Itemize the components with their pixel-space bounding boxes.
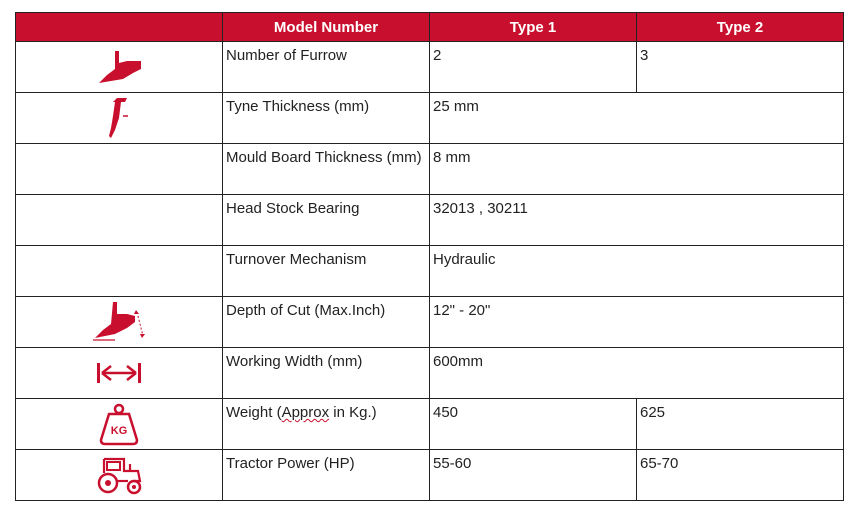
tyne-icon [101,96,137,140]
spec-label: Head Stock Bearing [223,195,430,246]
spec-label: Depth of Cut (Max.Inch) [223,297,430,348]
row-icon-cell [16,297,223,348]
spec-value: 32013 , 30211 [430,195,844,246]
spec-label: Turnover Mechanism [223,246,430,297]
weight-kg-icon [97,402,141,446]
header-icon-column [16,13,223,42]
spec-label: Tractor Power (HP) [223,450,430,501]
spec-value: Hydraulic [430,246,844,297]
spec-label: Working Width (mm) [223,348,430,399]
table-row [16,246,844,297]
table-row [16,450,844,501]
table-row [16,93,844,144]
spec-table [15,12,844,501]
table-row [16,297,844,348]
spec-label [223,399,430,450]
tractor-icon [94,455,144,495]
table-row [16,348,844,399]
spec-label: Number of Furrow [223,42,430,93]
header-row [16,13,844,42]
row-icon-cell [16,348,223,399]
row-icon-cell-empty [16,195,223,246]
header-type-2: Type 2 [637,13,844,42]
table-row [16,144,844,195]
spec-label: Mould Board Thickness (mm) [223,144,430,195]
spec-value: 12" - 20" [430,297,844,348]
spec-value-type-1: 55-60 [430,450,637,501]
row-icon-cell-empty [16,144,223,195]
spec-value-type-1: 450 [430,399,637,450]
table-row [16,399,844,450]
row-icon-cell-empty [16,246,223,297]
row-icon-cell [16,399,223,450]
kg-label: KG [110,425,128,437]
spec-table-wrapper [15,12,844,501]
header-type-1: Type 1 [430,13,637,42]
weight-label-start: Weight ( [226,404,282,421]
plough-furrow-icon [93,49,145,85]
row-icon-cell [16,42,223,93]
weight-label-end: in Kg.) [329,404,377,421]
spec-label: Tyne Thickness (mm) [223,93,430,144]
weight-label-approx: Approx [281,404,330,421]
depth-of-cut-icon [89,300,149,344]
table-row [16,42,844,93]
spec-value-type-2: 65-70 [637,450,844,501]
row-icon-cell [16,450,223,501]
spec-value-type-1: 2 [430,42,637,93]
table-row [16,195,844,246]
row-icon-cell [16,93,223,144]
spec-value-type-2: 625 [637,399,844,450]
spec-value: 600mm [430,348,844,399]
spec-value: 8 mm [430,144,844,195]
working-width-icon [95,360,143,386]
spec-value: 25 mm [430,93,844,144]
spec-value-type-2: 3 [637,42,844,93]
header-model-number: Model Number [223,13,430,42]
